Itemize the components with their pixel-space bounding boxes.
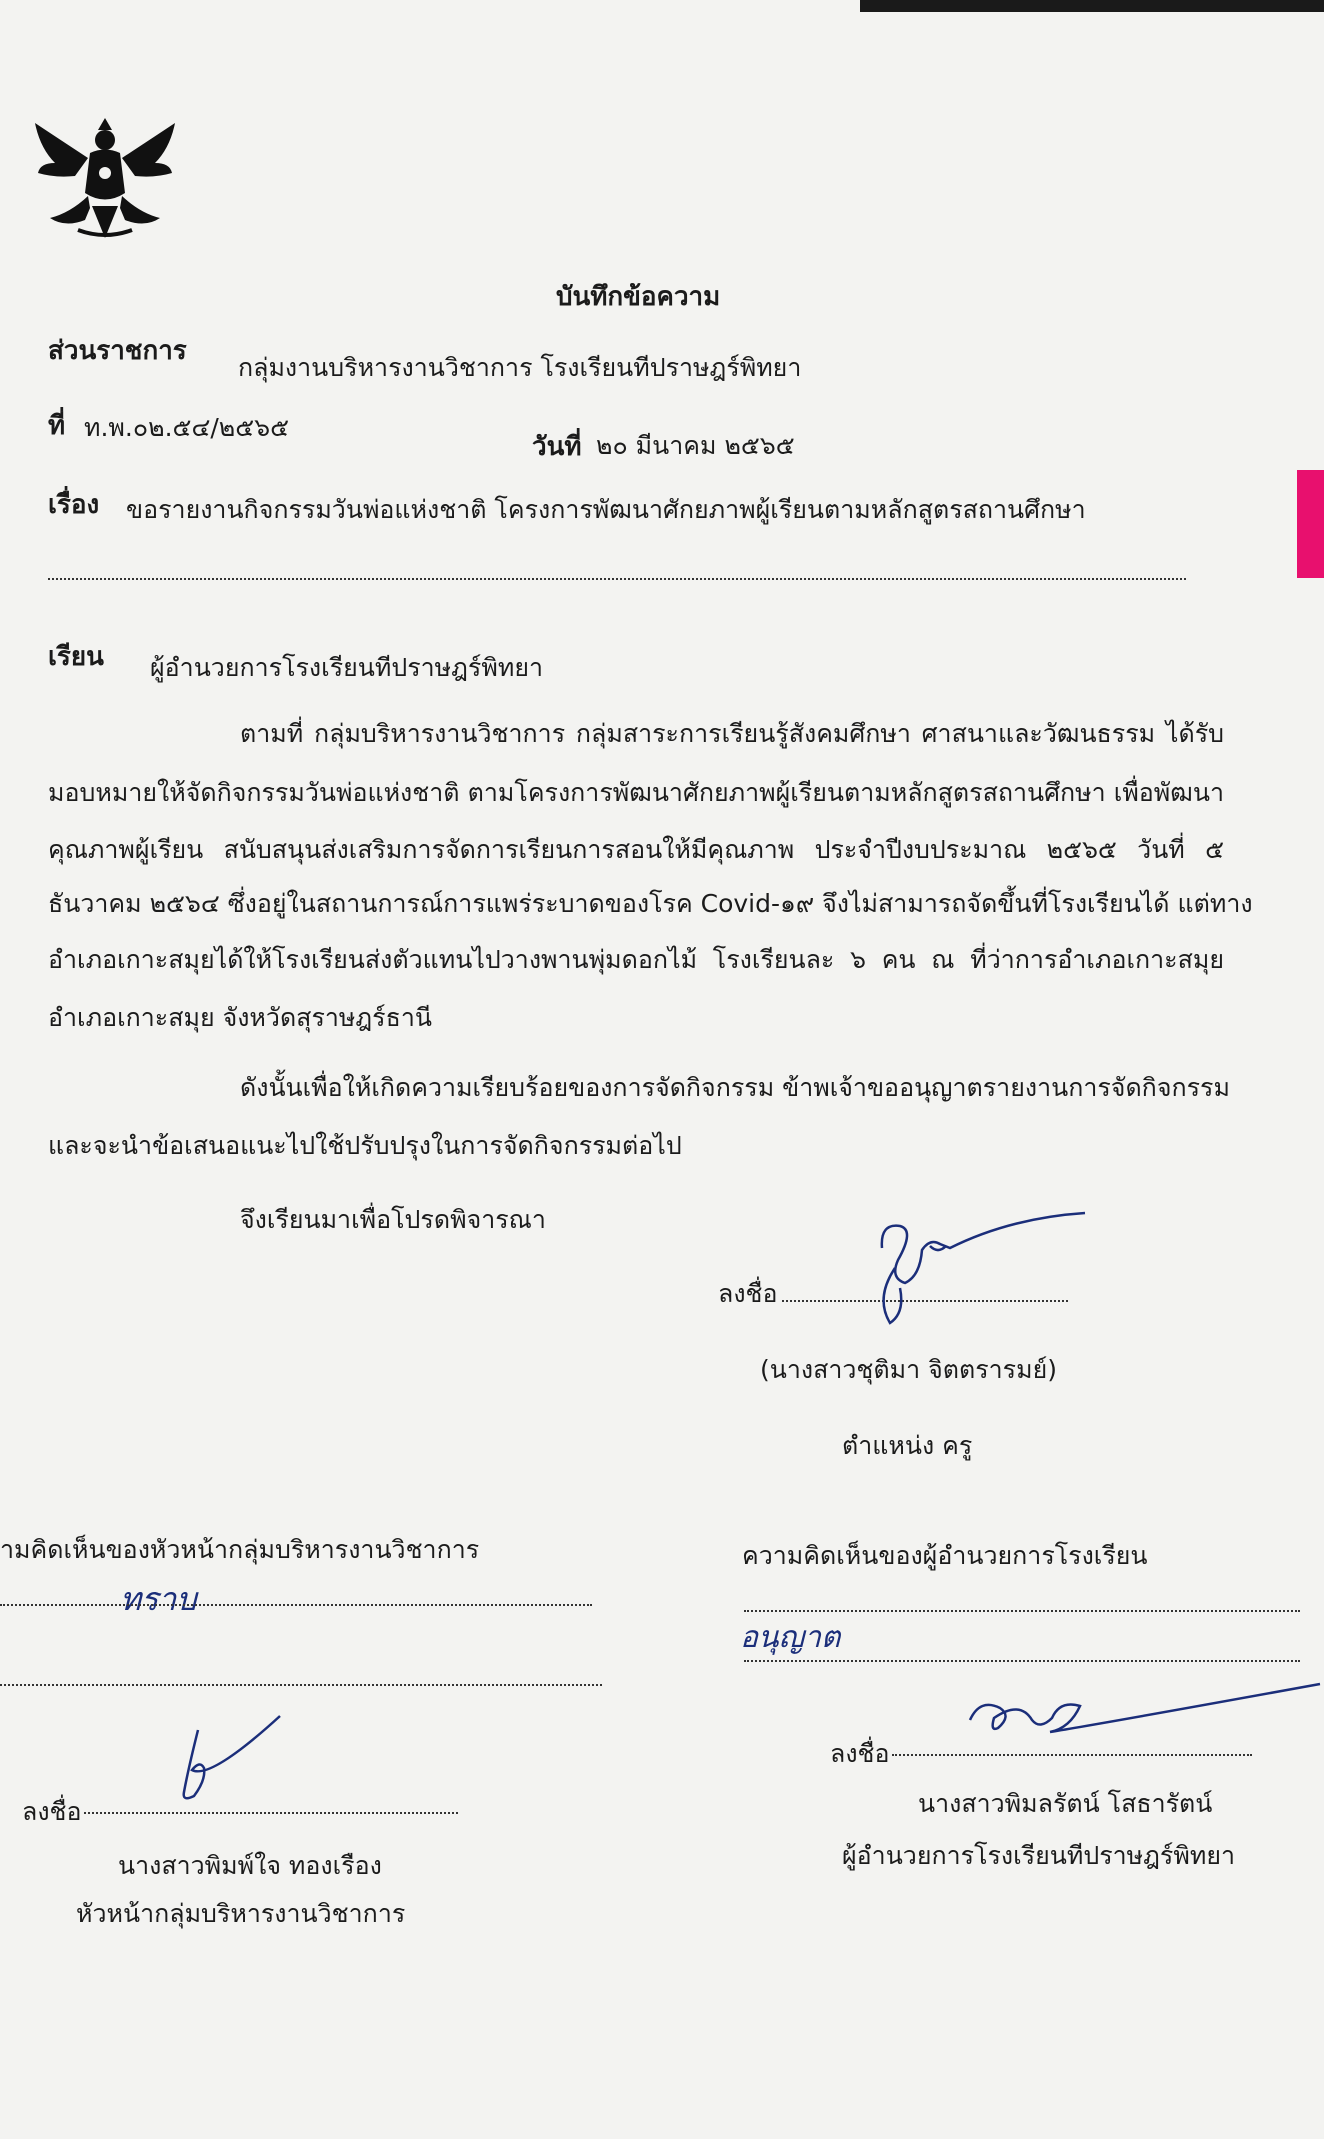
signer-sign-label: ลงชื่อ [718,1279,778,1308]
right-signer-position: ผู้อำนวยการโรงเรียนทีปราษฎร์พิทยา [842,1841,1236,1870]
body-line: ตามที่ กลุ่มบริหารงานวิชาการ กลุ่มสาระการเรียนรู้สังคมศึกษา ศาสนาและวัฒนธรรม ได้รับ [240,719,1224,748]
department-value: กลุ่มงานบริหารงานวิชาการ โรงเรียนทีปราษฎร์พิทยา [238,353,802,382]
right-sign-line [892,1754,1252,1756]
left-comment-line [0,1604,592,1606]
right-signature [960,1680,1324,1750]
right-comment-line [744,1610,1300,1612]
signer-position: ตำแหน่ง ครู [842,1431,973,1460]
subject-value: ขอรายงานกิจกรรมวันพ่อแห่งชาติ โครงการพัฒนาศักยภาพผู้เรียนตามหลักสูตรสถานศึกษา [126,495,1086,524]
body-line: อำเภอเกาะสมุยได้ให้โรงเรียนส่งตัวแทนไปวางพานพุ่มดอกไม้ โรงเรียนละ ๖ คน ณ ที่ว่าการอำเภอเกาะสมุย [48,945,1224,974]
ref-value: ท.พ.๐๒.๕๔/๒๕๖๕ [84,413,289,442]
left-comment-heading: ามคิดเห็นของหัวหน้ากลุ่มบริหารงานวิชาการ [0,1535,480,1564]
to-label: เรียน [48,642,104,672]
right-comment-line [744,1660,1300,1662]
to-value: ผู้อำนวยการโรงเรียนทีปราษฎร์พิทยา [150,653,544,682]
left-signer-position: หัวหน้ากลุ่มบริหารงานวิชาการ [76,1899,406,1928]
right-signer-name: นางสาวพิมลรัตน์ โสธารัตน์ [918,1789,1213,1818]
subject-divider [48,578,1186,580]
closing-line: จึงเรียนมาเพื่อโปรดพิจารณา [240,1205,546,1234]
left-comment-line [0,1684,602,1686]
pink-tab-marker [1297,470,1324,578]
date-value: ๒๐ มีนาคม ๒๕๖๕ [596,431,795,460]
body-line: อำเภอเกาะสมุย จังหวัดสุราษฎร์ธานี [48,1003,432,1032]
date-label: วันที่ [532,432,582,462]
body-line: มอบหมายให้จัดกิจกรรมวันพ่อแห่งชาติ ตามโครงการพัฒนาศักยภาพผู้เรียนตามหลักสูตรสถานศึกษา เพื่อพัฒนา [48,778,1224,807]
right-handwritten-comment: อนุญาต [740,1620,841,1655]
left-handwritten-comment: ทราบ [120,1580,197,1618]
body-line: ดังนั้นเพื่อให้เกิดความเรียบร้อยของการจัดกิจกรรม ข้าพเจ้าขออนุญาตรายงานการจัดกิจกรรม [240,1073,1230,1102]
body-line: คุณภาพผู้เรียน สนับสนุนส่งเสริมการจัดการเรียนการสอนให้มีคุณภาพ ประจำปีงบประมาณ ๒๕๖๕ วันที่ ๕ [48,835,1224,864]
left-signature [170,1710,290,1810]
scan-edge-bar [860,0,1324,12]
left-sign-label: ลงชื่อ [22,1797,82,1826]
right-comment-heading: ความคิดเห็นของผู้อำนวยการโรงเรียน [742,1541,1148,1570]
memo-title: บันทึกข้อความ [556,282,721,312]
body-line: ธันวาคม ๒๕๖๔ ซึ่งอยู่ในสถานการณ์การแพร่ระบาดของโรค Covid-๑๙ จึงไม่สามารถจัดขึ้นที่โรงเรียนได้ แต่ทาง [48,889,1253,918]
garuda-emblem-icon [30,108,180,243]
right-sign-label: ลงชื่อ [830,1739,890,1768]
department-label: ส่วนราชการ [48,336,187,366]
body-line: และจะนำข้อเสนอแนะไปใช้ปรับปรุงในการจัดกิจกรรมต่อไป [48,1131,682,1160]
ref-label: ที่ [48,411,66,441]
subject-label: เรื่อง [48,490,100,520]
left-sign-line [84,1812,458,1814]
signer-signature [860,1188,1100,1328]
left-signer-name: นางสาวพิมพ์ใจ ทองเรือง [118,1851,382,1880]
signer-name: (นางสาวชุติมา จิตตรารมย์) [760,1355,1057,1384]
